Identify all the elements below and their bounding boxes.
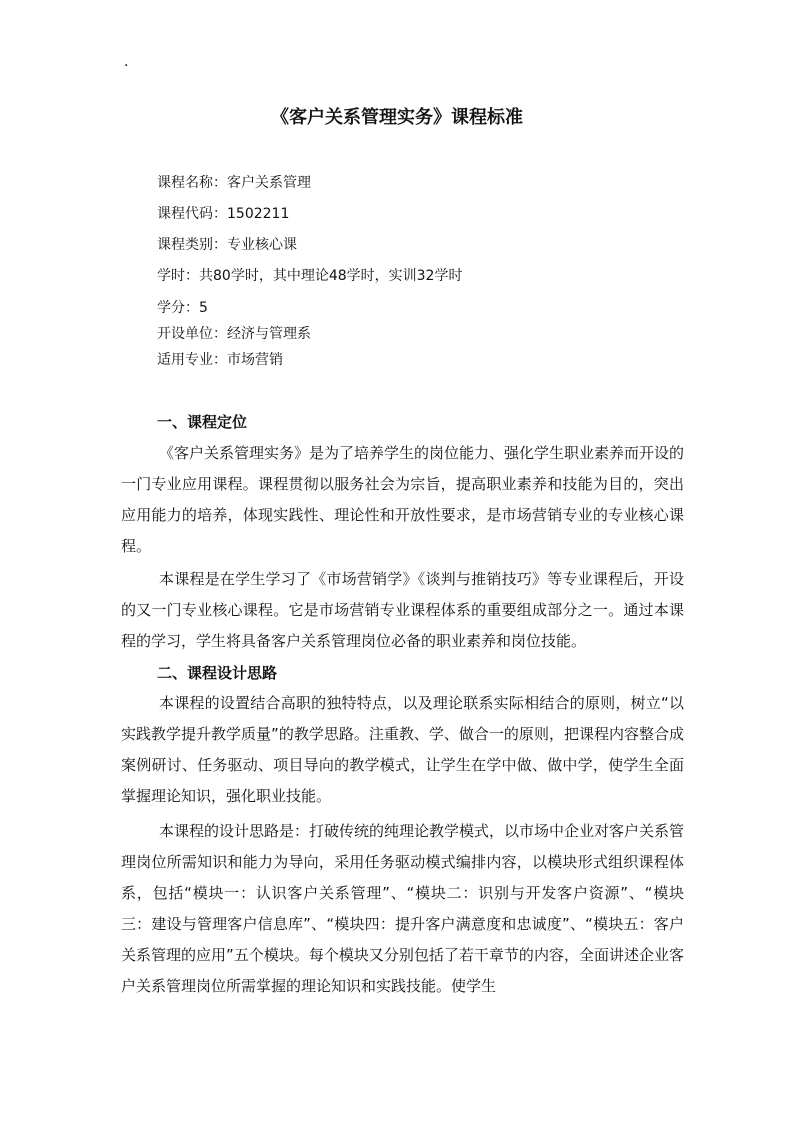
course-category: 课程类别：专业核心课 xyxy=(157,237,297,253)
course-name: 课程名称：客户关系管理 xyxy=(157,175,311,191)
course-credits: 学分：5 xyxy=(157,300,208,316)
section1-heading: 一、课程定位 xyxy=(157,413,248,431)
page-dot: . xyxy=(124,54,129,70)
course-major: 适用专业：市场营销 xyxy=(157,352,283,368)
course-department: 开设单位：经济与管理系 xyxy=(157,326,311,342)
course-hours: 学时：共80学时，其中理论48学时，实训32学时 xyxy=(157,268,463,284)
section2-heading: 二、课程设计思路 xyxy=(157,664,278,682)
course-code: 课程代码：1502211 xyxy=(157,206,290,222)
section2-paragraph-1: 本课程的设置结合高职的独特特点，以及理论联系实际相结合的原则，树立“以实践教学提升教学质量”的教学思路。注重教、学、做合一的原则，把课程内容整合成案例研讨、任务驱动、项目导向的教学模式，让学生在学中做、做中学，使学生全面掌握理论知识，强化职业技能。 xyxy=(121,694,684,805)
section2-paragraph-2: 本课程的设计思路是：打破传统的纯理论教学模式，以市场中企业对客户关系管理岗位所需知识和能力为导向，采用任务驱动模式编排内容，以模块形式组织课程体系，包括“模块一：认识客户关系管理”、“模块二：识别与开发客户资源”、“模块三：建设与管理客户信息库”、“模块四：提升客户满意度和忠诚度”、“模块五：客户关系管理的应用”五个模块。每个模块又分别包括了若干章节的内容，全面讲述企业客户关系管理岗位所需掌握的理论知识和实践技能。使学生 xyxy=(121,822,685,995)
document-title: 《客户关系管理实务》课程标准 xyxy=(271,107,523,128)
section1-paragraph-1: 《客户关系管理实务》是为了培养学生的岗位能力、强化学生职业素养而开设的一门专业应用课程。课程贯彻以服务社会为宗旨，提高职业素养和技能为目的，突出应用能力的培养，体现实践性、理论性和开放性要求，是市场营销专业的专业核心课程。 xyxy=(121,444,685,555)
section1-paragraph-2: 本课程是在学生学习了《市场营销学》《谈判与推销技巧》等专业课程后，开设的又一门专业核心课程。它是市场营销专业课程体系的重要组成部分之一。通过本课程的学习，学生将具备客户关系管理岗位必备的职业素养和岗位技能。 xyxy=(121,570,684,650)
